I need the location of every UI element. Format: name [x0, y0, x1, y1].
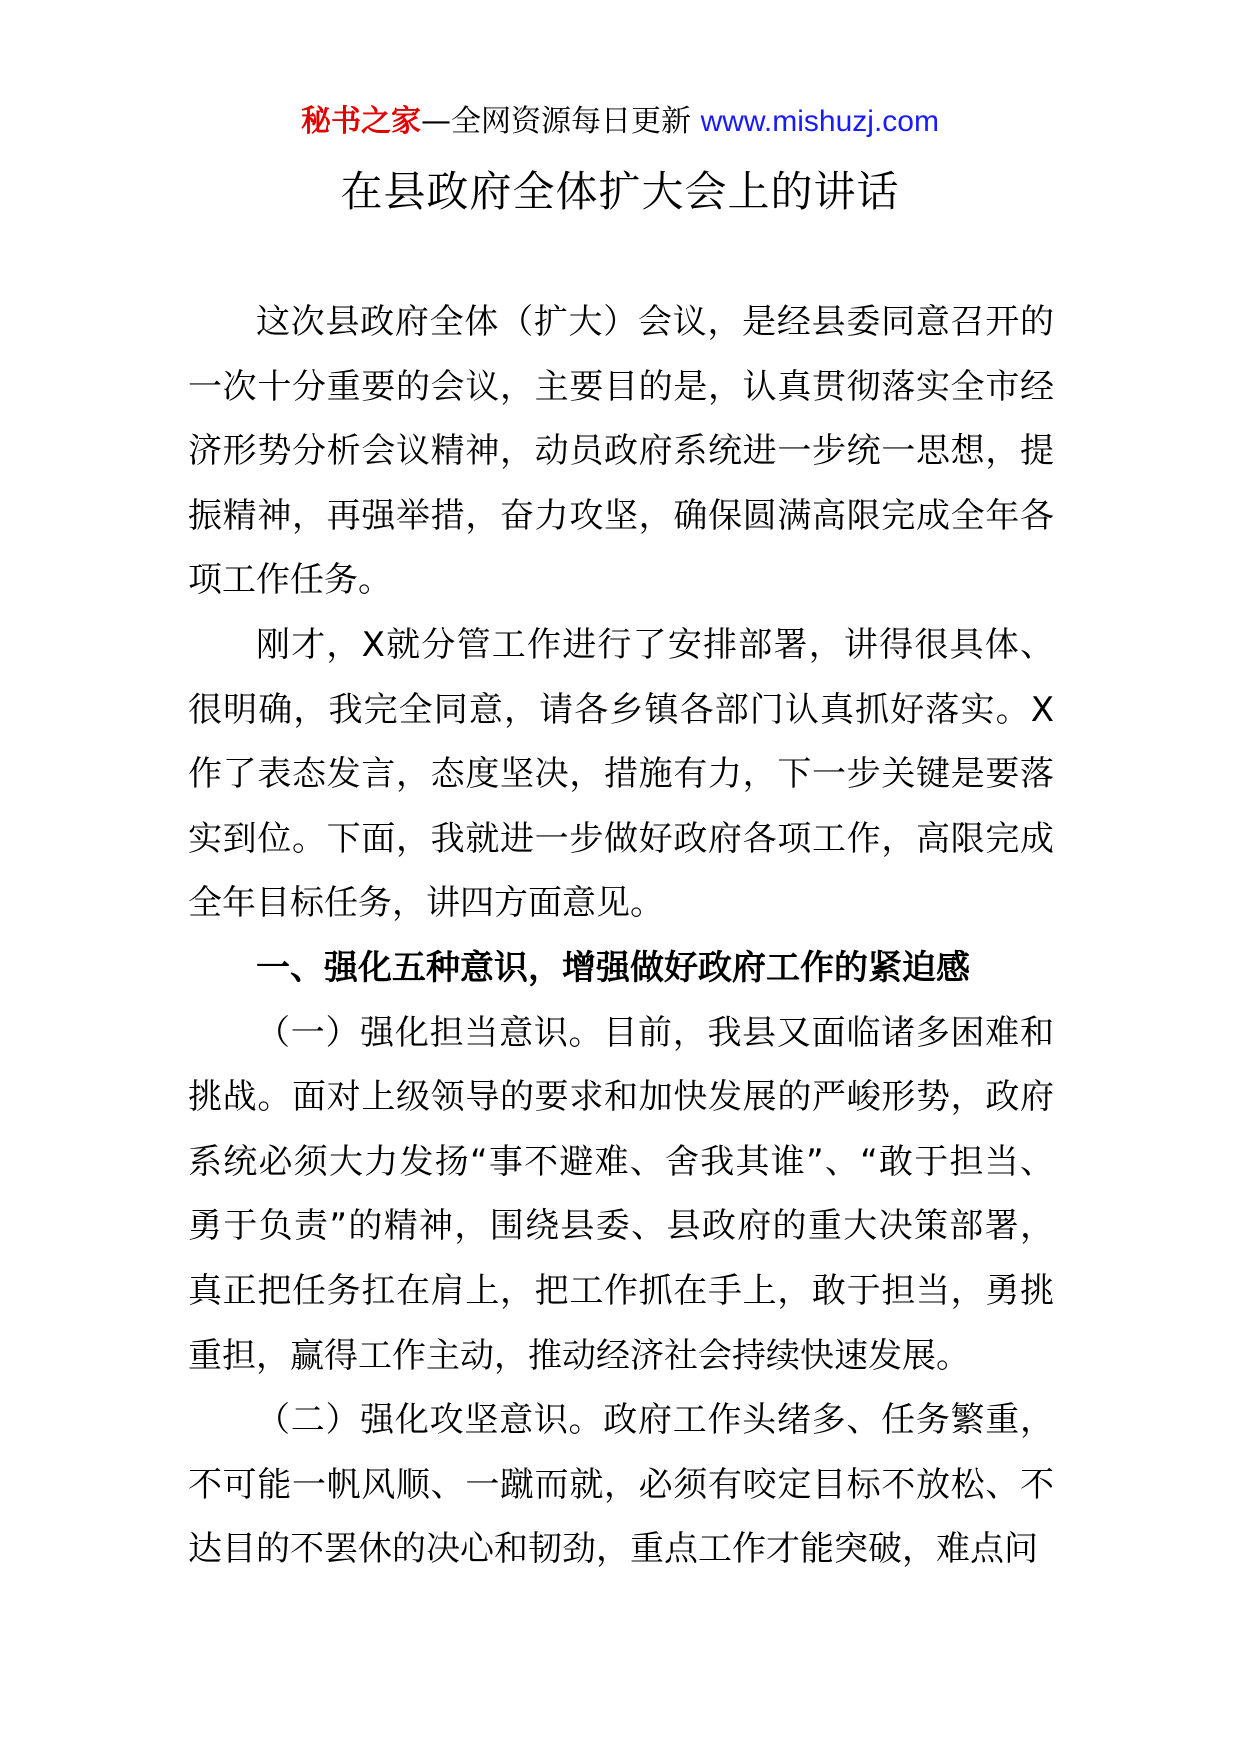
document-body	[188, 290, 1054, 1582]
site-url-link[interactable]: www.mishuzj.com	[700, 105, 939, 138]
paragraph: 这次县政府全体（扩大）会议，是经县委同意召开的一次十分重要的会议，主要目的是，认真贯彻落实全市经济形势分析会议精神，动员政府系统进一步统一思想，提振精神，再强举措，奋力攻坚，确保圆满高限完成全年各项工作任务。	[188, 302, 1054, 601]
document-title: 在县政府全体扩大会上的讲话	[340, 167, 900, 216]
brand-name: 秘书之家	[301, 104, 422, 139]
site-banner	[0, 100, 1240, 144]
banner-slogan: —全网资源每日更新	[421, 104, 692, 139]
paragraph: （二）强化攻坚意识。政府工作头绪多、任务繁重，不可能一帆风顺、一蹴而就，必须有咬定目标不放松、不达目的不罢休的决心和韧劲，重点工作才能突破，难点问	[188, 1400, 1054, 1570]
paragraph: （一）强化担当意识。目前，我县又面临诸多困难和挑战。面对上级领导的要求和加快发展的严峻形势，政府系统必须大力发扬“事不避难、舍我其谁”、“敢于担当、勇于负责”的精神，围绕县委、县政府的重大决策部署，真正把任务扛在肩上，把工作抓在手上，敢于担当，勇挑重担，赢得工作主动，推动经济社会持续快速发展。	[188, 1012, 1054, 1376]
paragraph: 刚才，X就分管工作进行了安排部署，讲得很具体、很明确，我完全同意，请各乡镇各部门认真抓好落实。X作了表态发言，态度坚决，措施有力，下一步关键是要落实到位。下面，我就进一步做好政府各项工作，高限完成全年目标任务，讲四方面意见。	[188, 624, 1054, 924]
section-heading: 一、强化五种意识，增强做好政府工作的紧迫感	[256, 947, 970, 988]
